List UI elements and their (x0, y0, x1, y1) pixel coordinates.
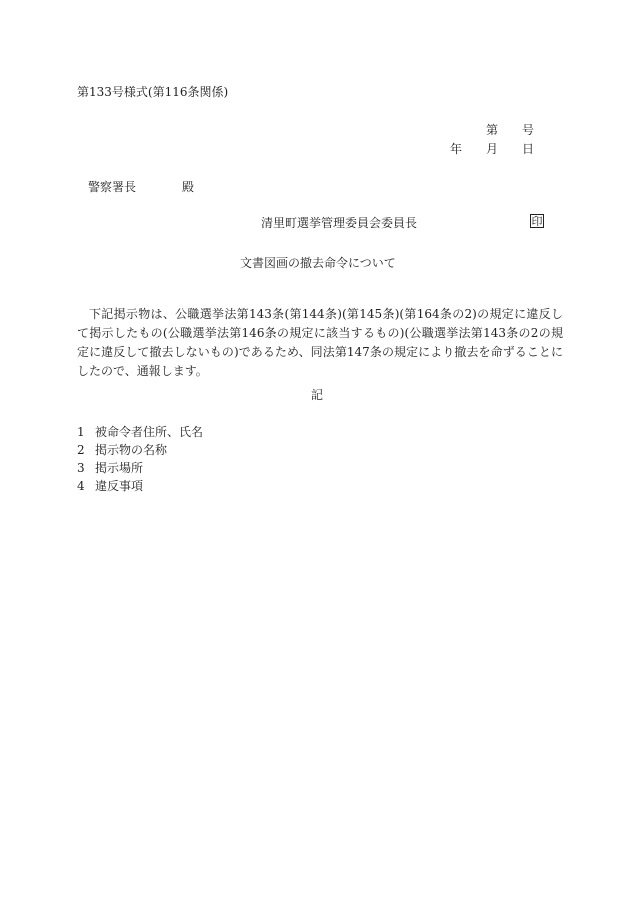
list-item (77, 480, 203, 498)
body-paragraph: 下記掲示物は、公職選挙法第143条(第144条)(第145条)(第164条の2)の規定に違反して掲示したもの(公職選挙法第146条の規定に該当するもの)(公職選挙法第143条の2の規定に違反して撤去しないもの)であるため、同法第147条の規定により撤去を命ずることにしたので、通報します。 (77, 307, 563, 378)
form-number: 第133号様式(第116条関係) (77, 85, 229, 99)
list-item (77, 462, 203, 480)
ki-heading: 記 (311, 388, 324, 402)
item-number: 4 (77, 479, 85, 493)
recipient: 警察署長 (88, 180, 137, 194)
honorific: 殿 (182, 180, 195, 194)
item-label: 違反事項 (95, 479, 144, 493)
item-label: 掲示場所 (95, 461, 144, 475)
item-label: 掲示物の名称 (95, 443, 168, 457)
item-number: 2 (77, 443, 85, 457)
item-label: 被命令者住所、氏名 (95, 425, 204, 439)
date-day-label: 日 (522, 142, 535, 156)
item-list (77, 426, 203, 498)
date-year-label: 年 (450, 142, 463, 156)
document-subject: 文書図画の撤去命令について (240, 256, 396, 270)
date-month-label: 月 (486, 142, 499, 156)
list-item (77, 444, 203, 462)
list-item (77, 426, 203, 444)
seal-stamp: 印 (531, 215, 543, 228)
document-number-suffix: 号 (522, 123, 535, 137)
document-number-label: 第 (486, 123, 499, 137)
item-number: 1 (77, 425, 85, 439)
sender: 清里町選挙管理委員会委員長 (261, 216, 418, 230)
item-number: 3 (77, 461, 85, 475)
